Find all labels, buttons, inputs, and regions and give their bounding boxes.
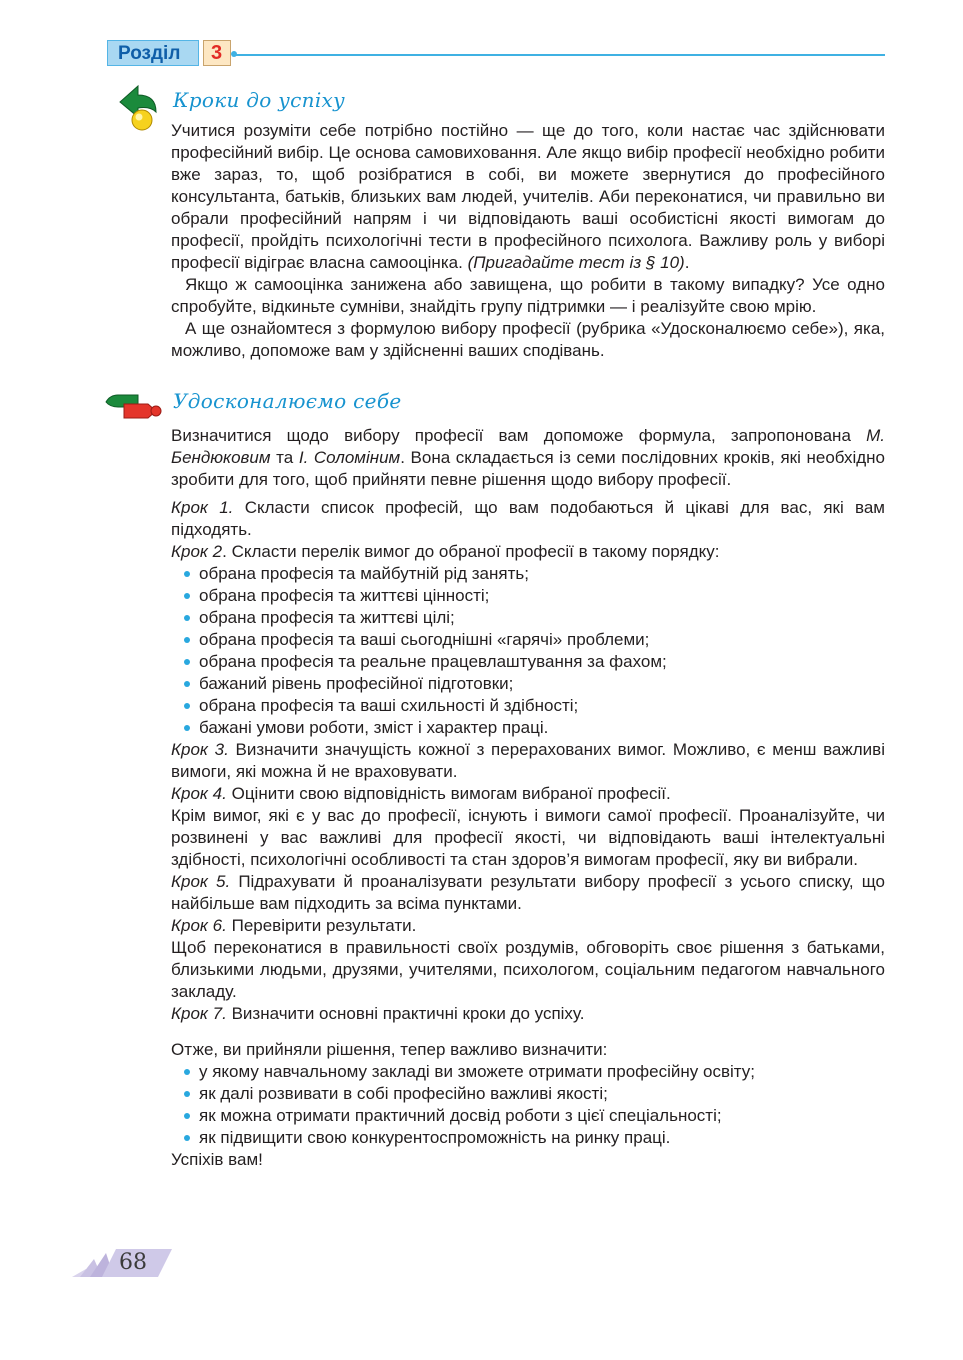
arrow-circle-icon — [116, 84, 164, 139]
list-item: як далі розвивати в собі професійно важливі якості; — [184, 1083, 885, 1105]
list-item: обрана професія та майбутній рід занять; — [184, 563, 885, 585]
step-label: Крок 1. — [171, 498, 234, 517]
intro-text: Визначитися щодо вибору професії вам допоможе формула, запропонована — [171, 426, 851, 445]
section-steps-body — [171, 120, 885, 362]
step-text: . Скласти перелік вимог до обраної професії в такому порядку: — [222, 542, 720, 561]
step-4 — [171, 783, 885, 805]
list-item: обрана професія та ваші сьогоднішні «гарячі» проблеми; — [184, 629, 885, 651]
page-number: 68 — [119, 1250, 147, 1275]
step-label: Крок 4. — [171, 784, 227, 803]
chapter-label: Розділ — [118, 43, 181, 64]
step-text: Підрахувати й проаналізувати результати вибору професії з усього списку, що найбільше вам підходить за всіма пунктами. — [171, 872, 885, 913]
list-item: як підвищити свою конкурентоспроможність на ринку праці. — [184, 1127, 885, 1149]
step-text: Оцінити свою відповідність вимогам вибраної професії. — [231, 784, 671, 803]
list-item: обрана професія та життєві цінності; — [184, 585, 885, 607]
puzzle-arrows-icon — [104, 392, 164, 427]
intro-and: та — [276, 448, 294, 467]
chapter-number: 3 — [211, 42, 223, 64]
paragraph-note: (Пригадайте тест із § 10) — [467, 253, 685, 272]
step-label: Крок 3. — [171, 740, 229, 759]
chapter-number-box — [203, 40, 231, 66]
outro-paragraph: Отже, ви прийняли рішення, тепер важливо визначити: — [171, 1040, 608, 1059]
author-name: М. Бендюковим — [171, 426, 885, 467]
step-3 — [171, 739, 885, 783]
list-item: обрана професія та ваші схильності й здібності; — [184, 695, 885, 717]
header-rule — [233, 54, 885, 56]
author-name: І. Соломіним — [298, 448, 401, 467]
intro-text: . Вона складається із семи послідовних кроків, які необхідно зробити для того, щоб прийняти певне рішення щодо вибору професії. — [171, 448, 885, 489]
paragraph-text: Учитися розуміти себе потрібно постійно — ще до того, коли настає час здійснювати професійний вибір. Це основа самовиховання. Але якщо вибір професії необхідно робити вже зараз, то, щоб розібратися в собі, ви можете звернутися до професійного консультанта, батьків, близьких вам людей, учителів. Аби переконатися, чи правильно ви обрали професійний напрям і чи відповідають ваші особистісні якості вимогам до професії, пройдіть психологічні тести в професійного психолога. Важливу роль у виборі професії відіграє власна самооцінка. — [171, 121, 885, 272]
paragraph-end: . — [684, 253, 690, 272]
step-6-extra: Щоб переконатися в правильності своїх роздумів, обговоріть своє рішення з батьками, близькими людьми, друзями, учителями, психологом, соціальним педагогом навчального закладу. — [171, 938, 885, 1001]
section-title-improve: Удосконалюємо себе — [173, 389, 402, 413]
paragraph: А ще ознайомтеся з формулою вибору професії (рубрика «Удосконалюємо себе»), яка, можливо, допоможе вам у здійсненні ваших сподівань. — [171, 319, 885, 360]
step-4-extra: Крім вимог, які є у вас до професії, існують і вимоги самої професії. Проаналізуйте, чи розвинені у вас важливі для професії якості, чи відповідають ваші інтелектуальні здібності, психологічні особливості та стан здоров’я вимогам професії, яку ви вибрали. — [171, 806, 885, 869]
list-item: бажані умови роботи, зміст і характер праці. — [184, 717, 885, 739]
list-item: бажаний рівень професійної підготовки; — [184, 673, 885, 695]
list-item: як можна отримати практичний досвід роботи з цієї спеціальності; — [184, 1105, 885, 1127]
step-2 — [171, 541, 885, 563]
list-item: у якому навчальному закладі ви зможете отримати професійну освіту; — [184, 1061, 885, 1083]
intro-paragraph — [171, 425, 885, 491]
chapter-tab — [107, 40, 199, 66]
closing-text: Успіхів вам! — [171, 1150, 263, 1169]
step-7 — [171, 1003, 885, 1025]
section-improve-body — [171, 425, 885, 1171]
step-label: Крок 2 — [171, 542, 223, 561]
step-text: Скласти список професій, що вам подобаються й цікаві для вас, які вам підходять. — [171, 498, 885, 539]
step-1 — [171, 497, 885, 541]
step-label: Крок 6. — [171, 916, 227, 935]
step-label: Крок 7. — [171, 1004, 227, 1023]
step-6 — [171, 915, 885, 937]
step-text: Перевірити результати. — [231, 916, 417, 935]
section-title-steps: Кроки до успіху — [173, 88, 346, 112]
step-text: Визначити значущість кожної з перерахованих вимог. Можливо, є менш важливі вимоги, які можна й не враховувати. — [171, 740, 885, 781]
paragraph — [171, 120, 885, 274]
step-label: Крок 5. — [171, 872, 231, 891]
step-text: Визначити основні практичні кроки до успіху. — [231, 1004, 585, 1023]
chapter-header — [107, 40, 885, 70]
list-item: обрана професія та реальне працевлаштування за фахом; — [184, 651, 885, 673]
paragraph: Якщо ж самооцінка занижена або завищена, що робити в такому випадку? Усе одно спробуйте, відкиньте сумніви, знайдіть групу підтримки — і реалізуйте свою мрію. — [171, 275, 885, 316]
step-2-list — [171, 563, 885, 739]
step-5 — [171, 871, 885, 915]
outro-list — [171, 1061, 885, 1149]
list-item: обрана професія та життєві цілі; — [184, 607, 885, 629]
